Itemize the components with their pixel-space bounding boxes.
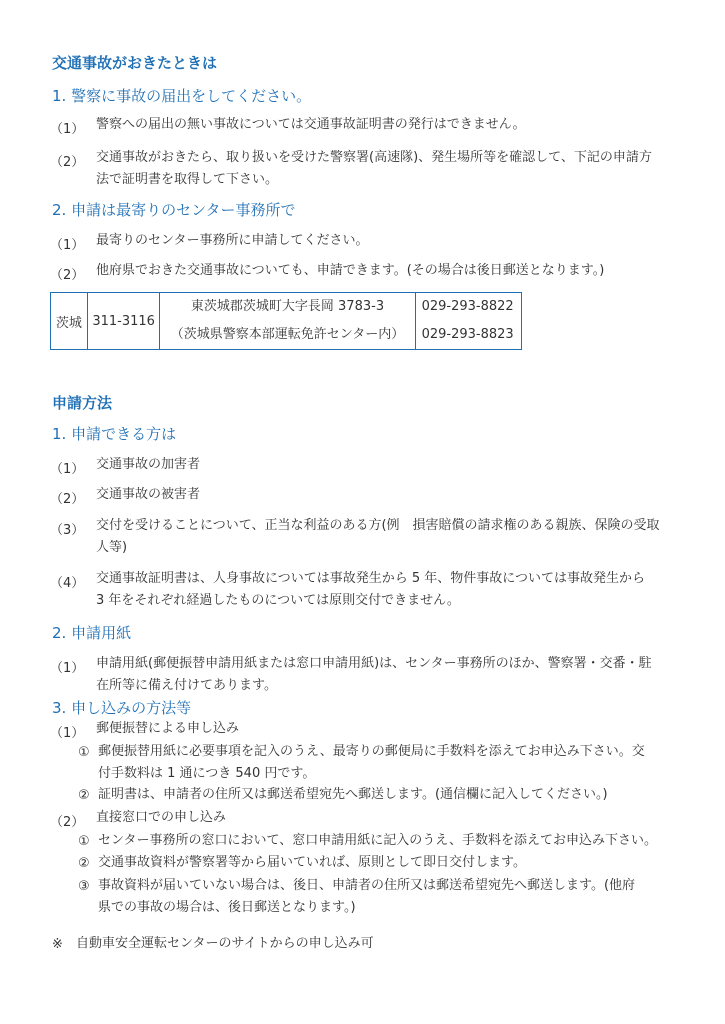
heading-eligible-applicants: 1. 申請できる方は	[52, 425, 177, 443]
item-text: 最寄りのセンター事務所に申請してください。	[96, 233, 369, 248]
item-number: （1）	[50, 238, 85, 253]
heading-apply-at-center: 2. 申請は最寄りのセンター事務所で	[52, 201, 296, 219]
item-text: 交通事故の加害者	[96, 457, 201, 472]
section-title-accident: 交通事故がおきたときは	[52, 54, 218, 72]
item-text: 県での事故の場合は、後日郵送となります。)	[98, 900, 356, 915]
office-phone: 029-293-8822	[415, 293, 521, 322]
item-text: 付手数料は 1 通につき 540 円です。	[98, 766, 316, 781]
item-number: ③	[78, 879, 90, 894]
item-text: 交付を受けることについて、正当な利益のある方(例 損害賠償の請求権のある親族、保険の受取	[96, 518, 660, 533]
heading-application-form: 2. 申請用紙	[52, 624, 132, 642]
item-number: （3）	[50, 523, 85, 538]
item-number: ②	[78, 788, 90, 803]
item-text: 郵便振替用紙に必要事項を記入のうえ、最寄りの郵便局に手数料を添えてお申込み下さい。交	[98, 744, 645, 759]
item-text: 在所等に備え付けてあります。	[96, 678, 277, 693]
item-text: センター事務所の窓口において、窓口申請用紙に記入のうえ、手数料を添えてお申込み下さい。	[98, 833, 658, 848]
subheading-counter: 直接窓口での申し込み	[96, 810, 227, 825]
subheading-postal-transfer: 郵便振替による申し込み	[96, 721, 240, 736]
note-text: 自動車安全運転センターのサイトからの申し込み可	[76, 936, 374, 951]
office-phone: 029-293-8823	[415, 321, 521, 350]
item-text: 交通事故の被害者	[96, 487, 201, 502]
item-number: （1）	[50, 726, 85, 741]
section-title-how-to-apply: 申請方法	[52, 394, 113, 412]
office-zip: 311-3116	[87, 293, 160, 350]
item-text: 交通事故がおきたら、取り扱いを受けた警察署(高速隊)、発生場所等を確認して、下記の申請方	[96, 150, 652, 165]
item-number: （2）	[50, 815, 85, 830]
item-number: （2）	[50, 492, 85, 507]
office-address: 東茨城郡茨城町大字長岡 3783-3	[160, 293, 415, 322]
item-text: 申請用紙(郵便振替申請用紙または窓口申請用紙)は、センター事務所のほか、警察署・交番・駐	[96, 656, 652, 671]
office-address-note: （茨城県警察本部運転免許センター内）	[160, 321, 415, 350]
heading-report-to-police: 1. 警察に事故の届出をしてください。	[52, 87, 312, 105]
office-table	[50, 292, 522, 350]
item-number: ②	[78, 856, 90, 871]
item-number: ①	[78, 834, 90, 849]
item-number: （2）	[50, 155, 85, 170]
item-number: （1）	[50, 462, 85, 477]
item-number: （1）	[50, 661, 85, 676]
item-text: 3 年をそれぞれ経過したものについては原則交付できません。	[96, 593, 460, 608]
heading-how-to-submit: 3. 申し込みの方法等	[52, 699, 192, 717]
item-text: 法で証明書を取得して下さい。	[96, 172, 279, 187]
item-number: ①	[78, 745, 90, 760]
item-number: （4）	[50, 576, 85, 591]
item-number: （1）	[50, 122, 85, 137]
item-text: 事故資料が届いていない場合は、後日、申請者の住所又は郵送希望宛先へ郵送します。(他府	[98, 878, 636, 893]
item-text: 交通事故証明書は、人身事故については事故発生から 5 年、物件事故については事故発生から	[96, 571, 646, 586]
item-text: 人等)	[96, 540, 128, 555]
item-number: （2）	[50, 268, 85, 283]
item-text: 警察への届出の無い事故については交通事故証明書の発行はできません。	[96, 117, 526, 132]
note-mark: ※	[52, 937, 63, 952]
item-text: 証明書は、申請者の住所又は郵送希望宛先へ郵送します。(通信欄に記入してください。)	[98, 787, 608, 802]
item-text: 交通事故資料が警察署等から届いていれば、原則として即日交付します。	[98, 855, 526, 870]
office-prefecture: 茨城	[51, 293, 88, 350]
item-text: 他府県でおきた交通事故についても、申請できます。(その場合は後日郵送となります。)	[96, 263, 605, 278]
